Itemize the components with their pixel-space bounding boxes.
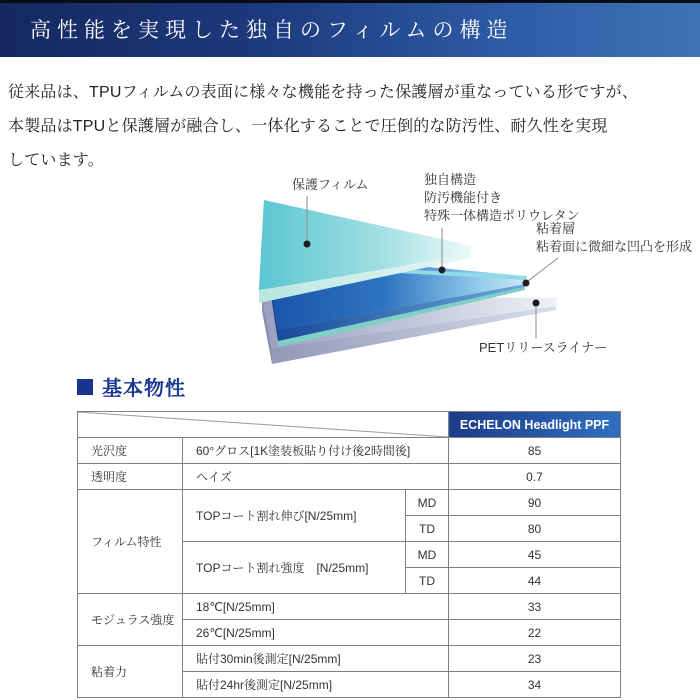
value-cell: 34	[449, 672, 621, 698]
condition-cell: ヘイズ	[183, 464, 449, 490]
value-cell: 22	[449, 620, 621, 646]
table-row	[78, 594, 621, 620]
condition-cell: TOPコート割れ伸び[N/25mm]	[183, 490, 406, 542]
direction-cell: MD	[406, 542, 449, 568]
table-row	[78, 490, 621, 516]
header-empty-cell	[78, 412, 449, 438]
table-row	[78, 464, 621, 490]
spec-table	[77, 411, 621, 698]
intro-paragraph	[8, 76, 696, 178]
table-header-row	[78, 412, 621, 438]
label-line: 特殊一体構造ポリウレタン	[424, 208, 580, 223]
value-cell: 44	[449, 568, 621, 594]
banner-title: 高性能を実現した独自のフィルムの構造	[30, 18, 514, 42]
section-title: 基本物性	[102, 378, 186, 400]
condition-cell: 60°グロス[1K塗装板貼り付け後2時間後]	[183, 438, 449, 464]
value-cell: 0.7	[449, 464, 621, 490]
value-cell: 33	[449, 594, 621, 620]
property-name-cell: モジュラス強度	[78, 594, 183, 646]
label-line: 防汚機能付き	[424, 190, 503, 205]
direction-cell: MD	[406, 490, 449, 516]
label-adhesive-layer	[536, 220, 692, 256]
direction-cell: TD	[406, 568, 449, 594]
label-line: 粘着層	[536, 221, 576, 236]
label-line: 独自構造	[424, 172, 477, 187]
value-cell: 85	[449, 438, 621, 464]
label-protective-film: 保護フィルム	[292, 177, 369, 192]
condition-cell: 貼付30min後測定[N/25mm]	[183, 646, 449, 672]
value-cell: 23	[449, 646, 621, 672]
film-structure-diagram	[0, 168, 700, 380]
label-line: 粘着面に微細な凹凸を形成	[536, 239, 693, 254]
intro-line: 従来品は、TPUフィルムの表面に様々な機能を持った保護層が重なっている形ですが、	[8, 84, 639, 101]
value-cell: 45	[449, 542, 621, 568]
direction-cell: TD	[406, 516, 449, 542]
intro-line: 本製品はTPUと保護層が融合し、一体化することで圧倒的な防汚性、耐久性を実現	[8, 118, 608, 135]
value-cell: 90	[449, 490, 621, 516]
intro-line: しています。	[8, 152, 104, 169]
condition-cell: 26℃[N/25mm]	[183, 620, 449, 646]
diagonal-divider	[78, 412, 448, 437]
label-pet-liner: PETリリースライナー	[479, 340, 608, 355]
table-row	[78, 646, 621, 672]
value-cell: 80	[449, 516, 621, 542]
condition-cell: 18℃[N/25mm]	[183, 594, 449, 620]
section-heading	[77, 372, 186, 401]
condition-cell: TOPコート割れ強度 [N/25mm]	[183, 542, 406, 594]
property-name-cell: フィルム特性	[78, 490, 183, 594]
header-banner	[0, 0, 700, 57]
property-name-cell: 光沢度	[78, 438, 183, 464]
label-unique-structure	[424, 171, 579, 225]
condition-cell: 貼付24hr後測定[N/25mm]	[183, 672, 449, 698]
section-bullet-icon	[77, 379, 93, 395]
table-row	[78, 438, 621, 464]
property-name-cell: 粘着力	[78, 646, 183, 698]
property-name-cell: 透明度	[78, 464, 183, 490]
product-column-header: ECHELON Headlight PPF	[449, 412, 621, 438]
